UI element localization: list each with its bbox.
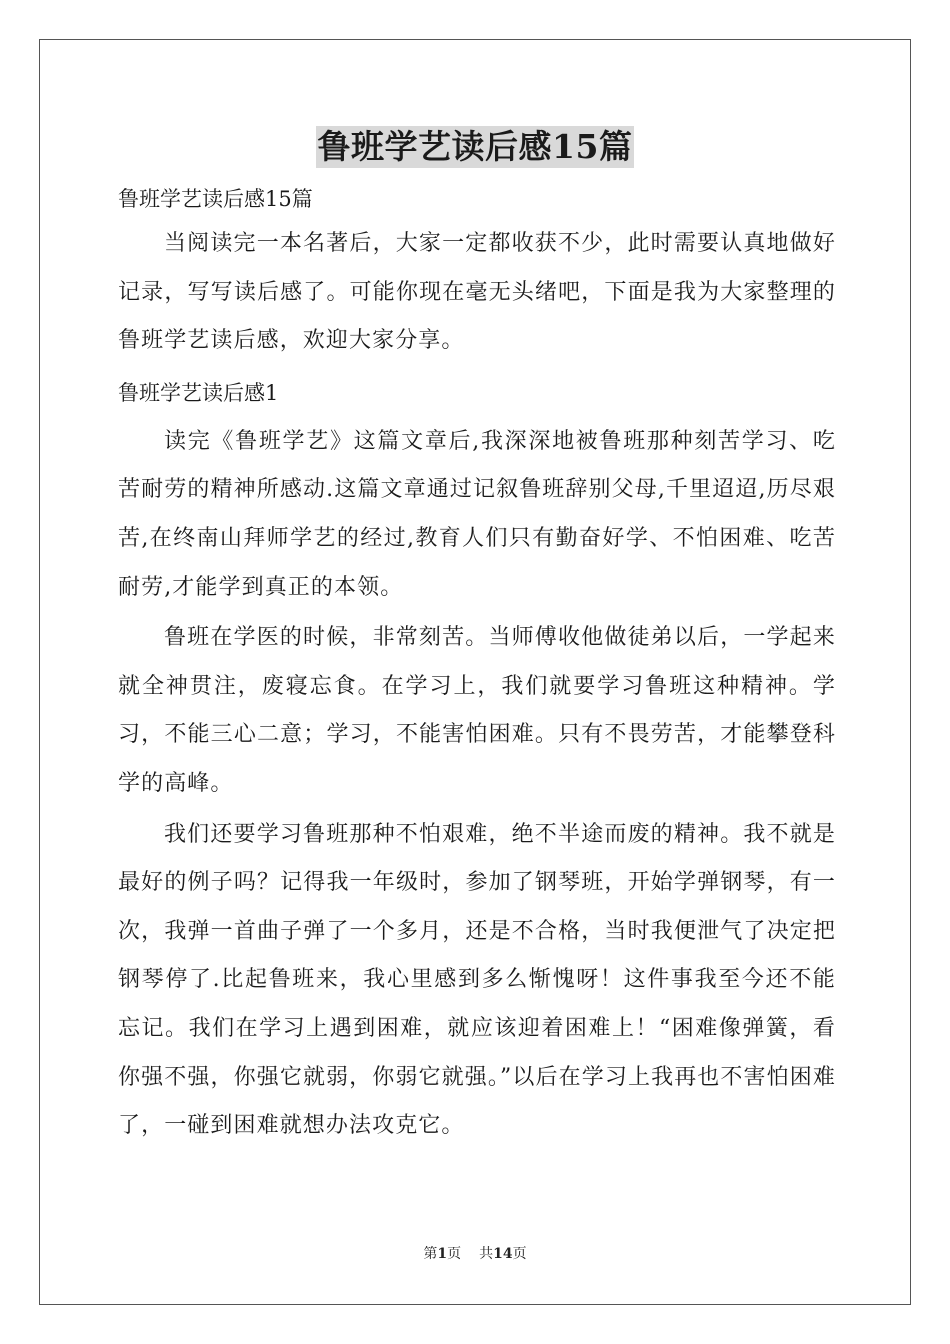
intro-paragraph: 当阅读完一本名著后，大家一定都收获不少，此时需要认真地做好记录，写写读后感了。可能你现在毫无头绪吧，下面是我为大家整理的鲁班学艺读后感，欢迎大家分享。 (118, 231, 836, 354)
page-current: 1 (437, 1246, 448, 1262)
document-title: 鲁班学艺读后感15篇 (317, 127, 633, 166)
document-subtitle: 鲁班学艺读后感15篇 (118, 187, 313, 211)
page-suffix: 页 (447, 1246, 462, 1262)
body-paragraph-1: 读完《鲁班学艺》这篇文章后,我深深地被鲁班那种刻苦学习、吃苦耐劳的精神所感动.这篇文章通过记叙鲁班辞别父母,千里迢迢,历尽艰苦,在终南山拜师学艺的经过,教育人们只有勤奋好学、不怕困难、吃苦耐劳,才能学到真正的本领。 (118, 428, 836, 600)
section-heading: 鲁班学艺读后感1 (118, 380, 279, 405)
body-paragraph-2: 鲁班在学医的时候，非常刻苦。当师傅收他做徒弟以后，一学起来就全神贯注，废寝忘食。在学习上，我们就要学习鲁班这种精神。学习，不能三心二意；学习，不能害怕困难。只有不畏劳苦，才能攀登科学的高峰。 (118, 625, 836, 796)
page-total: 14 (493, 1246, 513, 1262)
document-body (118, 178, 836, 1153)
page-prefix: 第 (423, 1246, 438, 1262)
total-prefix: 共 (479, 1246, 494, 1262)
page-footer (0, 1244, 950, 1264)
title-area (0, 126, 950, 168)
body-paragraph-3: 我们还要学习鲁班那种不怕艰难，绝不半途而废的精神。我不就是最好的例子吗？记得我一年级时，参加了钢琴班，开始学弹钢琴，有一次，我弹一首曲子弹了一个多月，还是不合格，当时我便泄气了决定把钢琴停了.比起鲁班来，我心里感到多么惭愧呀！这件事我至今还不能忘记。我们在学习上遇到困难，就应该迎着困难上！“困难像弹簧，看你强不强，你强它就弱，你弱它就强。”以后在学习上我再也不害怕困难了，一碰到困难就想办法攻克它。 (118, 821, 836, 1139)
total-suffix: 页 (512, 1246, 527, 1262)
